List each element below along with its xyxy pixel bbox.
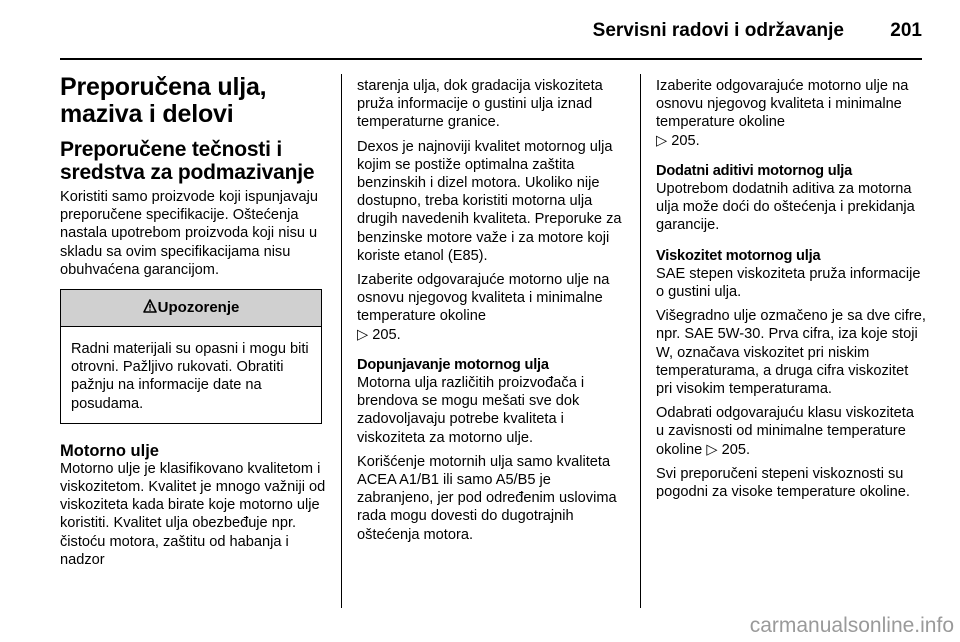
header-title: Servisni radovi i održavanje [592, 20, 844, 41]
viscosity-heading: Viskozitet motornog ulja [656, 247, 821, 264]
paragraph: Višegradno ulje ozmačeno je sa dve cifre, npr. SAE 5W-30. Prva cifra, iza koje stoji W, označava viskozitet pri niskim temperaturama, a druga cifra viskozitet pri visokim temperaturama. [656, 308, 926, 398]
paragraph-text: Izaberite odgovarajuće motorno ulje na osnovu njegovog kvaliteta i minimalne temperature okoline [656, 78, 909, 131]
paragraph-text: Odabrati odgovarajuću klasu viskoziteta u zavisnosti od minimalne temperature okoline [656, 405, 914, 458]
motor-oil-paragraph: Motorno ulje je klasifikovano kvalitetom i viskozitetom. Kvalitet je mnogo važniji od viskoziteta kada birate koje motorno ulje koristiti. Kvalitet ulja obezbeđuje npr. čistoću motora, zaštitu od habanja i nadzor [60, 460, 326, 568]
warning-body: Radni materijali su opasni i mogu biti otrovni. Pažljivo rukovati. Obratiti pažnju na informacije date na posudama. [71, 341, 309, 412]
paragraph: SAE stepen viskoziteta pruža informacije o gustini ulja. [656, 265, 921, 301]
column-divider [640, 74, 641, 608]
intro-paragraph: Koristiti samo proizvode koji ispunjavaju preporučene specifikacije. Oštećenja nastala upotrebom proizvoda koji nisu u skladu sa ovim specifikacijama nisu obuhvaćena garancijom. [60, 189, 318, 278]
paragraph [357, 271, 627, 344]
warning-header [61, 290, 321, 327]
paragraph [656, 77, 926, 150]
paragraph: Korišćenje motornih ulja samo kvaliteta ACEA A1/B1 ili samo A5/B5 je zabranjeno, jer pod određenim uslovima rada mogu dovesti do dugotrajnih oštećenja motora. [357, 453, 617, 543]
page-reference: 205. [721, 441, 751, 458]
page-reference-arrow-icon: ▷ [706, 441, 718, 458]
warning-triangle-icon [143, 299, 157, 313]
paragraph: Dexos je najnoviji kvalitet motornog ulja kojim se postiže optimalna zaštita benzinskih i dizel motora. Ukoliko nije dostupno, treba koristiti motorna ulja drugih navedenih kvaliteta. Preporuke za benzinske motore važe i za motore koji koriste etanol (E85). [357, 138, 622, 264]
column-divider [341, 74, 342, 608]
subsection-heading: Preporučene tečnosti i sredstva za podmazivanje [60, 138, 315, 184]
page-number: 201 [890, 20, 922, 41]
page-header [60, 0, 922, 56]
page-reference-arrow-icon: ▷ [357, 326, 369, 343]
watermark: carmanualsonline.info [749, 614, 954, 637]
warning-title: Upozorenje [157, 299, 240, 317]
motor-oil-heading: Motorno ulje [60, 441, 159, 460]
column-3 [656, 77, 926, 507]
page-reference-arrow-icon: ▷ [656, 132, 668, 149]
additives-heading: Dodatni aditivi motornog ulja [656, 162, 853, 179]
paragraph: Motorna ulja različitih proizvođača i brendova se mogu mešati sve dok zadovoljavaju potrebe kvaliteta i viskoziteta za motorno ulje. [357, 375, 585, 446]
page-reference: 205. [671, 132, 700, 149]
section-heading: Preporučena ulja, maziva i delovi [60, 73, 267, 128]
paragraph [656, 404, 926, 459]
paragraph: Upotrebom dodatnih aditiva za motorna ulja može doći do oštećenja i prekidanja garancije. [656, 181, 915, 234]
page-reference: 205. [372, 326, 401, 343]
warning-box [60, 289, 322, 424]
paragraph: Svi preporučeni stepeni viskoznosti su pogodni za visoke temperature okoline. [656, 465, 910, 501]
column-1 [60, 74, 330, 575]
paragraph-text: Izaberite odgovarajuće motorno ulje na osnovu njegovog kvaliteta i minimalne temperature okoline [357, 272, 610, 325]
paragraph: starenja ulja, dok gradacija viskoziteta pruža informacije o gustini ulja iznad temperaturne granice. [357, 78, 603, 131]
header-rule [60, 58, 922, 60]
topping-up-heading: Dopunjavanje motornog ulja [357, 356, 549, 373]
column-2 [357, 77, 627, 550]
